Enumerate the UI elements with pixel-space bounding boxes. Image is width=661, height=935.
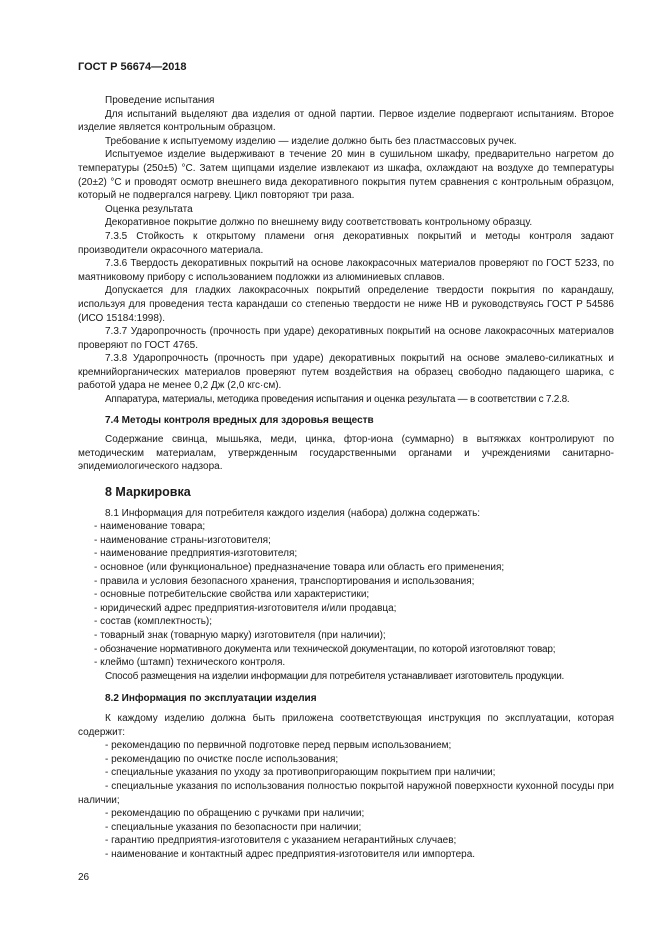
list-item: - юридический адрес предприятия-изготовителя и/или продавца;: [94, 602, 397, 614]
list-item: - специальные указания по безопасности при наличии;: [105, 821, 362, 833]
list-item: - основное (или функциональное) предназначение товара или область его применения;: [94, 562, 505, 573]
list-item: - наименование товара;: [94, 521, 206, 533]
paragraph: Способ размещения на изделии информации для потребителя устанавливает изготовитель продукции.: [105, 670, 565, 682]
paragraph: Испытуемое изделие выдерживают в течение 20 мин в сушильном шкафу, предварительно нагретом до температуры (250±5) °С. Затем щипцами изделие извлекают из шкафа, охлаждают на воздухе до температуры (20±2) °С и проводят осмотр внешнего вида декоративного покрытия путем сравнения с контрольным образцом, который не подвергался нагреву. Цикл повторяют три раза.: [78, 149, 614, 202]
paragraph: Проведение испытания: [105, 95, 215, 106]
paragraph: К каждому изделию должна быть приложена соответствующая инструкция по эксплуатации, которая содержит:: [78, 712, 614, 738]
list-item: - рекомендацию по очистке после использования;: [105, 753, 339, 765]
heading-7-4: 7.4 Методы контроля вредных для здоровья веществ: [105, 414, 374, 426]
paragraph: Требование к испытуемому изделию — изделие должно быть без пластмассовых ручек.: [105, 135, 517, 147]
paragraph: 7.3.8 Ударопрочность (прочность при ударе) декоративных покрытий на основе эмалево-силикатных и кремнийорганических материалов проверяют путем воздействия на образец свободно падающего шарика, с работой удара не менее 0,2 Дж (2,0 кгс·см).: [78, 353, 614, 392]
document-body: [78, 94, 614, 861]
list-item: - товарный знак (товарную марку) изготовителя (при наличии);: [94, 629, 386, 641]
list-item: - наименование страны-изготовителя;: [94, 534, 271, 546]
list-item: - правила и условия безопасного хранения, транспортирования и использования;: [94, 575, 475, 587]
list-item: - рекомендацию по обращению с ручками при наличии;: [105, 808, 365, 820]
list-item: - рекомендацию по первичной подготовке перед первым использованием;: [105, 740, 452, 752]
paragraph: Аппаратура, материалы, методика проведения испытания и оценка результата — в соответствии с 7.2.8.: [105, 394, 570, 406]
list-item: - основные потребительские свойства или характеристики;: [94, 589, 370, 601]
paragraph: 7.3.5 Стойкость к открытому пламени огня декоративных покрытий и методы контроля задают производители окрасочного материала.: [78, 230, 614, 256]
list-item: - специальные указания по уходу за противопригорающим покрытием при наличии;: [105, 767, 496, 779]
paragraph: Для испытаний выделяют два изделия от одной партии. Первое изделие подвергают испытаниям. Второе изделие является контрольным образцом.: [78, 108, 614, 134]
paragraph: 8.1 Информация для потребителя каждого изделия (набора) должна содержать:: [105, 507, 481, 519]
list-item: - специальные указания по использования полностью покрытой наружной поверхности кухонной посуды при наличии;: [78, 780, 614, 806]
list-item: - наименование и контактный адрес предприятия-изготовителя или импортера.: [105, 848, 476, 860]
heading-8: 8 Маркировка: [105, 485, 191, 500]
paragraph: Допускается для гладких лакокрасочных покрытий определение твердости покрытия по карандашу, используя для проведения теста карандаши со степенью твердости не ниже НВ и руководствуясь ГОСТ Р 54586 (ИСО 15184:1998).: [78, 285, 614, 324]
page-number: 26: [78, 872, 90, 883]
paragraph: 7.3.7 Ударопрочность (прочность при ударе) декоративных покрытий на основе лакокрасочных материалов проверяют по ГОСТ 4765.: [78, 326, 614, 351]
paragraph: Декоративное покрытие должно по внешнему виду соответствовать контрольному образцу.: [105, 217, 533, 229]
list-item: - состав (комплектность);: [94, 616, 213, 628]
list-item: - наименование предприятия-изготовителя;: [94, 548, 298, 560]
paragraph: Оценка результата: [105, 203, 193, 215]
paragraph: 7.3.6 Твердость декоративных покрытий на основе лакокрасочных материалов проверяют по ГОСТ 5233, по маятниковому прибору с использованием подложки из алюминиевых сплавов.: [78, 258, 614, 283]
list-item: - обозначение нормативного документа или технической документации, по которой изготовляют товар;: [94, 643, 556, 655]
paragraph: Содержание свинца, мышьяка, меди, цинка, фтор-иона (суммарно) в вытяжках контролируют по методическим материалам, утвержденным государственными органами и учреждениями санитарно-эпидемиологического надзора.: [78, 434, 614, 473]
heading-8-2: 8.2 Информация по эксплуатации изделия: [105, 693, 317, 705]
list-item: - гарантию предприятия-изготовителя с указанием негарантийных случаев;: [105, 835, 457, 847]
document-header: ГОСТ Р 56674—2018: [78, 61, 187, 73]
list-item: - клеймо (штамп) технического контроля.: [94, 657, 286, 669]
